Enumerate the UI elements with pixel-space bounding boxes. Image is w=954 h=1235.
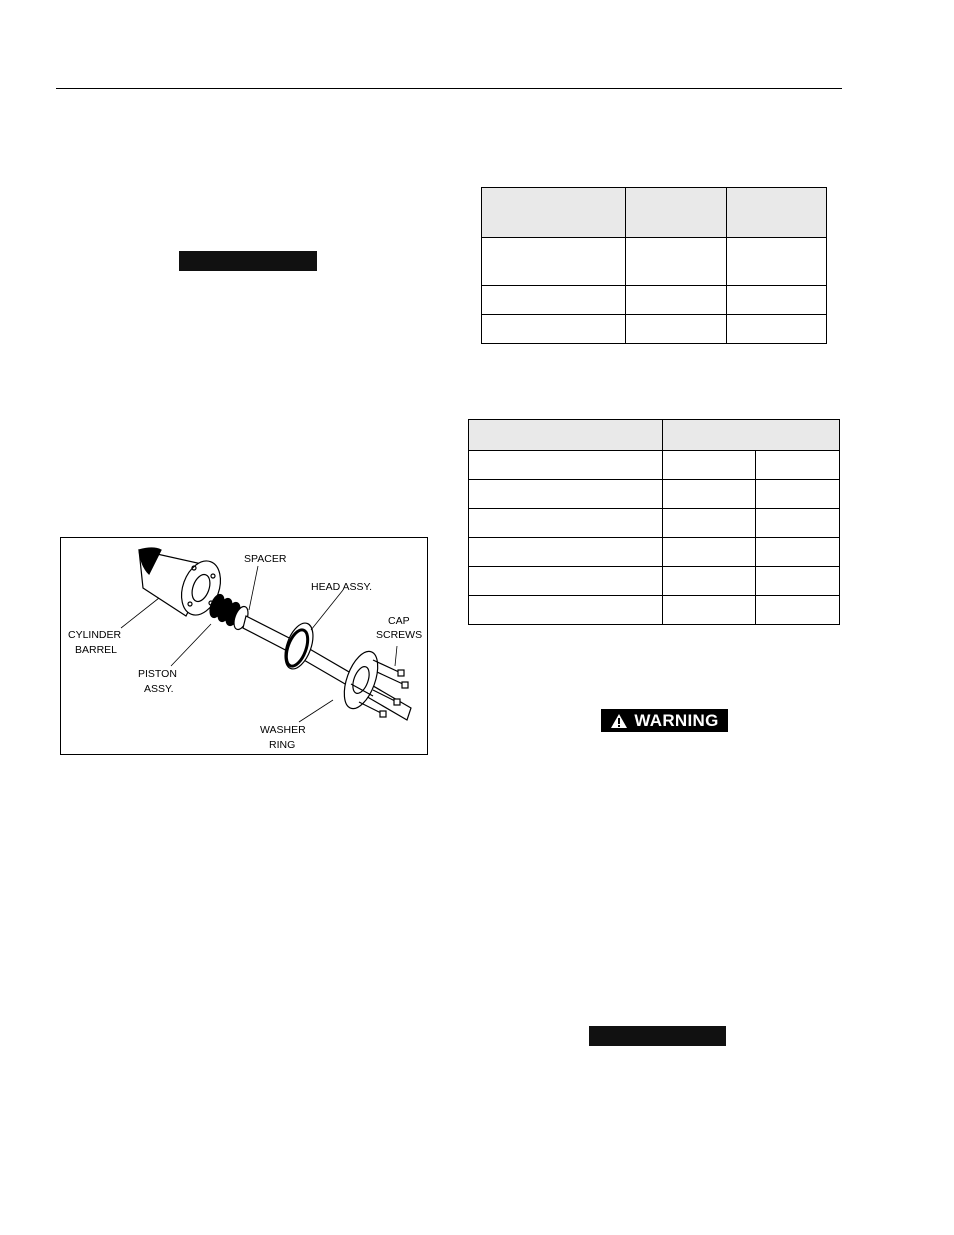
table-cell (726, 286, 826, 315)
table-cell (756, 567, 840, 596)
table-cell (482, 238, 626, 286)
header-rule (56, 88, 842, 89)
table-cell (469, 538, 663, 567)
warning-triangle-icon (610, 713, 628, 729)
table-cell (469, 567, 663, 596)
label-head-assy: HEAD ASSY. (311, 581, 373, 593)
table-cell (626, 315, 726, 344)
table-cell (469, 596, 663, 625)
cylinder-exploded-diagram (61, 538, 429, 756)
cap-screw-head (402, 682, 408, 688)
leader-line (395, 646, 397, 666)
label-spacer: SPACER (244, 553, 287, 565)
table-cell (482, 286, 626, 315)
table-header-cell (663, 420, 840, 451)
cap-screw-head (394, 699, 400, 705)
table-header-cell (726, 188, 826, 238)
table-cell (626, 238, 726, 286)
table-cell (756, 480, 840, 509)
table-row (469, 509, 840, 538)
table-row (469, 480, 840, 509)
caution-bar (179, 251, 317, 271)
table-header-cell (482, 188, 626, 238)
table-cell (756, 596, 840, 625)
table-row (482, 315, 827, 344)
leader-line (249, 566, 258, 610)
table-header-row (469, 420, 840, 451)
table-row (469, 567, 840, 596)
table-cell (663, 596, 756, 625)
table-header-row (482, 188, 827, 238)
table-cell (756, 509, 840, 538)
label-assy: ASSY. (144, 683, 174, 695)
caution-bar (589, 1026, 726, 1046)
table-cell (626, 286, 726, 315)
label-screws: SCREWS (376, 629, 423, 641)
table-row (469, 451, 840, 480)
label-ring: RING (269, 739, 296, 751)
table-cell (663, 451, 756, 480)
leader-line (171, 624, 211, 666)
table-cell (756, 451, 840, 480)
warning-label: WARNING (634, 710, 719, 730)
table-row (469, 538, 840, 567)
leader-line (299, 700, 333, 722)
table-cell (469, 509, 663, 538)
label-washer: WASHER (260, 724, 306, 736)
table-header-cell (626, 188, 726, 238)
leader-line (121, 598, 159, 628)
table-cell (663, 480, 756, 509)
table-cell (756, 538, 840, 567)
spec-table-top (481, 187, 827, 344)
table-cell (469, 451, 663, 480)
warning-banner (601, 709, 728, 732)
table-cell (663, 567, 756, 596)
table-cell (663, 538, 756, 567)
table-row (482, 238, 827, 286)
label-cap: CAP (388, 615, 410, 627)
cap-screw-head (380, 711, 386, 717)
label-piston: PISTON (138, 668, 177, 680)
table-cell (726, 238, 826, 286)
cylinder-exploded-figure (60, 537, 428, 755)
table-row (482, 286, 827, 315)
table-cell (482, 315, 626, 344)
table-header-cell (469, 420, 663, 451)
leader-line (311, 590, 343, 630)
table-row (469, 596, 840, 625)
label-barrel: BARREL (75, 644, 118, 656)
table-cell (726, 315, 826, 344)
label-cylinder: CYLINDER (68, 629, 122, 641)
table-cell (469, 480, 663, 509)
cap-screw-head (398, 670, 404, 676)
spec-table-bottom (468, 419, 840, 625)
table-cell (663, 509, 756, 538)
